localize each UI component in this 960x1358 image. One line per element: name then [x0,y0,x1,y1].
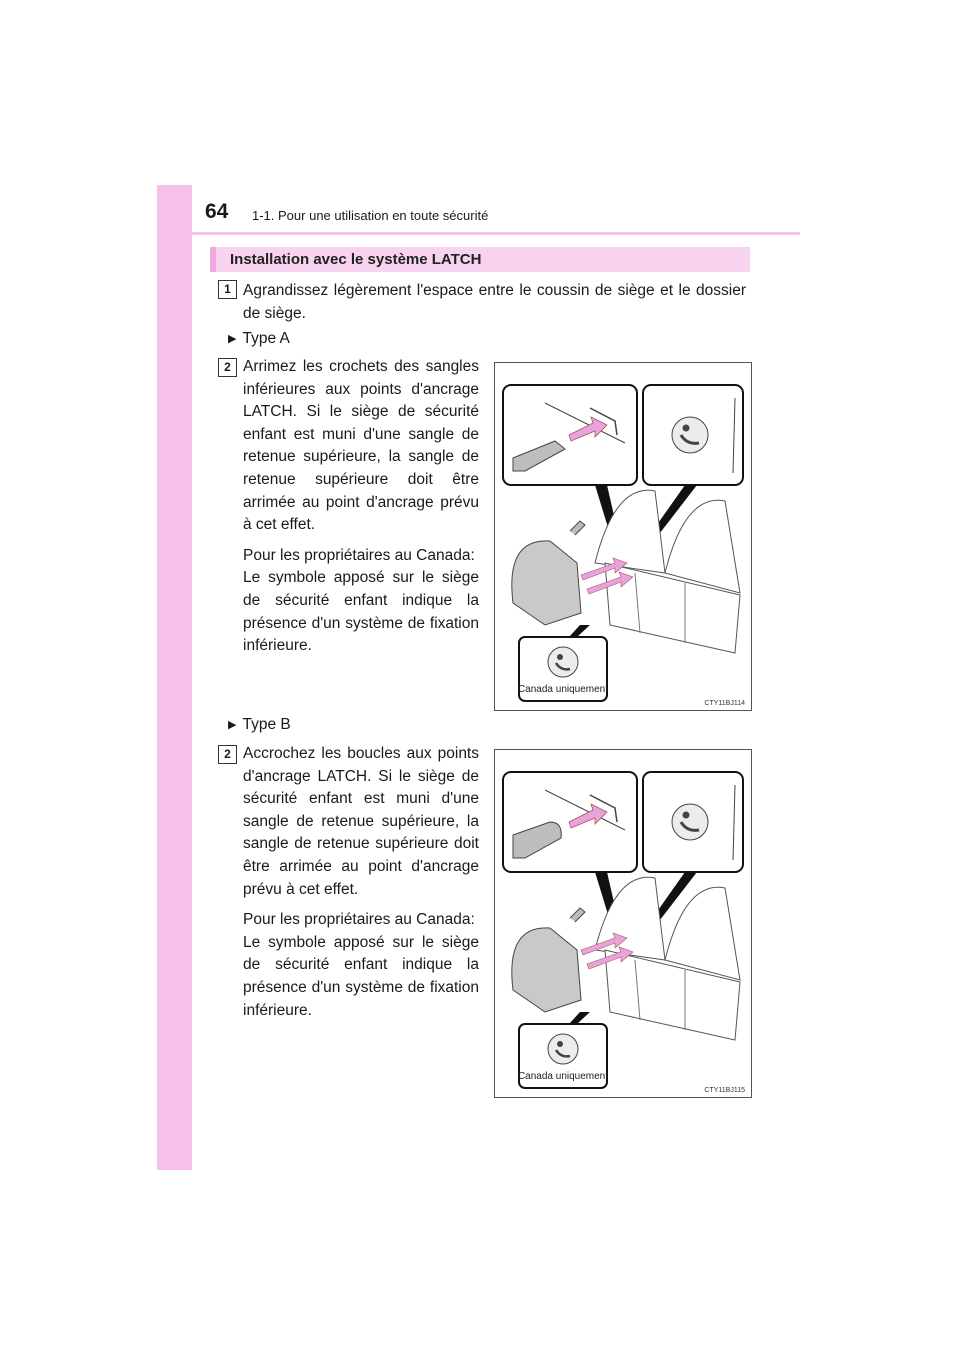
section-title: 1-1. Pour une utilisation en toute sécurité [252,208,489,223]
type-a-canada-heading: Pour les propriétaires au Canada: [243,546,475,564]
section-heading [210,247,750,272]
step-2b-badge: 2 [218,745,237,764]
type-b-label [228,716,291,734]
latch-type-b-illustration [495,750,751,1097]
type-b-label-text: Type B [242,716,291,733]
type-a-canada-text: Le symbole apposé sur le siège de sécurité enfant indique la présence d'un système de fixation inférieure. [243,569,479,655]
step-1-badge: 1 [218,280,237,299]
type-b-figure-caption: Canada uniquement [517,1071,609,1082]
type-b-text [243,743,479,1022]
type-b-figure-code: CTY11BJ115 [704,1087,745,1094]
type-a-paragraph: Arrimez les crochets des sangles inférieures aux points d'ancrage LATCH. Si le siège de sécurité enfant est muni d'une sangle de retenue supérieure, la sangle de retenue supérieure doit être arrimée au point d'ancrage prévu à cet effet. [243,358,479,534]
step-1-paragraph: Agrandissez légèrement l'espace entre le coussin de siège et le dossier de siège. [243,282,746,322]
latch-type-a-illustration [495,363,751,710]
type-a-label [228,330,290,348]
step-1-text [243,280,746,325]
header-rule [157,232,800,235]
side-tab-bar [157,185,192,1170]
page-number: 64 [205,200,229,223]
figure-type-a [494,362,752,711]
type-b-paragraph: Accrochez les boucles aux points d'ancrage LATCH. Si le siège de sécurité enfant est muni d'une sangle de retenue supérieure, la sangle de retenue supérieure doit être arrimée au point d'ancrage prévu à cet effet. [243,745,479,898]
step-2a-badge: 2 [218,358,237,377]
figure-type-b [494,749,752,1098]
type-a-text [243,356,479,658]
type-b-canada-text: Le symbole apposé sur le siège de sécurité enfant indique la présence d'un système de fixation inférieure. [243,933,479,1019]
triangle-bullet-icon: ▶ [228,719,237,731]
type-a-figure-code: CTY11BJ114 [704,700,745,707]
section-heading-text: Installation avec le système LATCH [230,251,482,268]
type-a-label-text: Type A [242,330,290,347]
triangle-bullet-icon: ▶ [228,333,237,345]
type-b-canada-heading: Pour les propriétaires au Canada: [243,911,475,929]
type-a-figure-caption: Canada uniquement [517,684,609,695]
